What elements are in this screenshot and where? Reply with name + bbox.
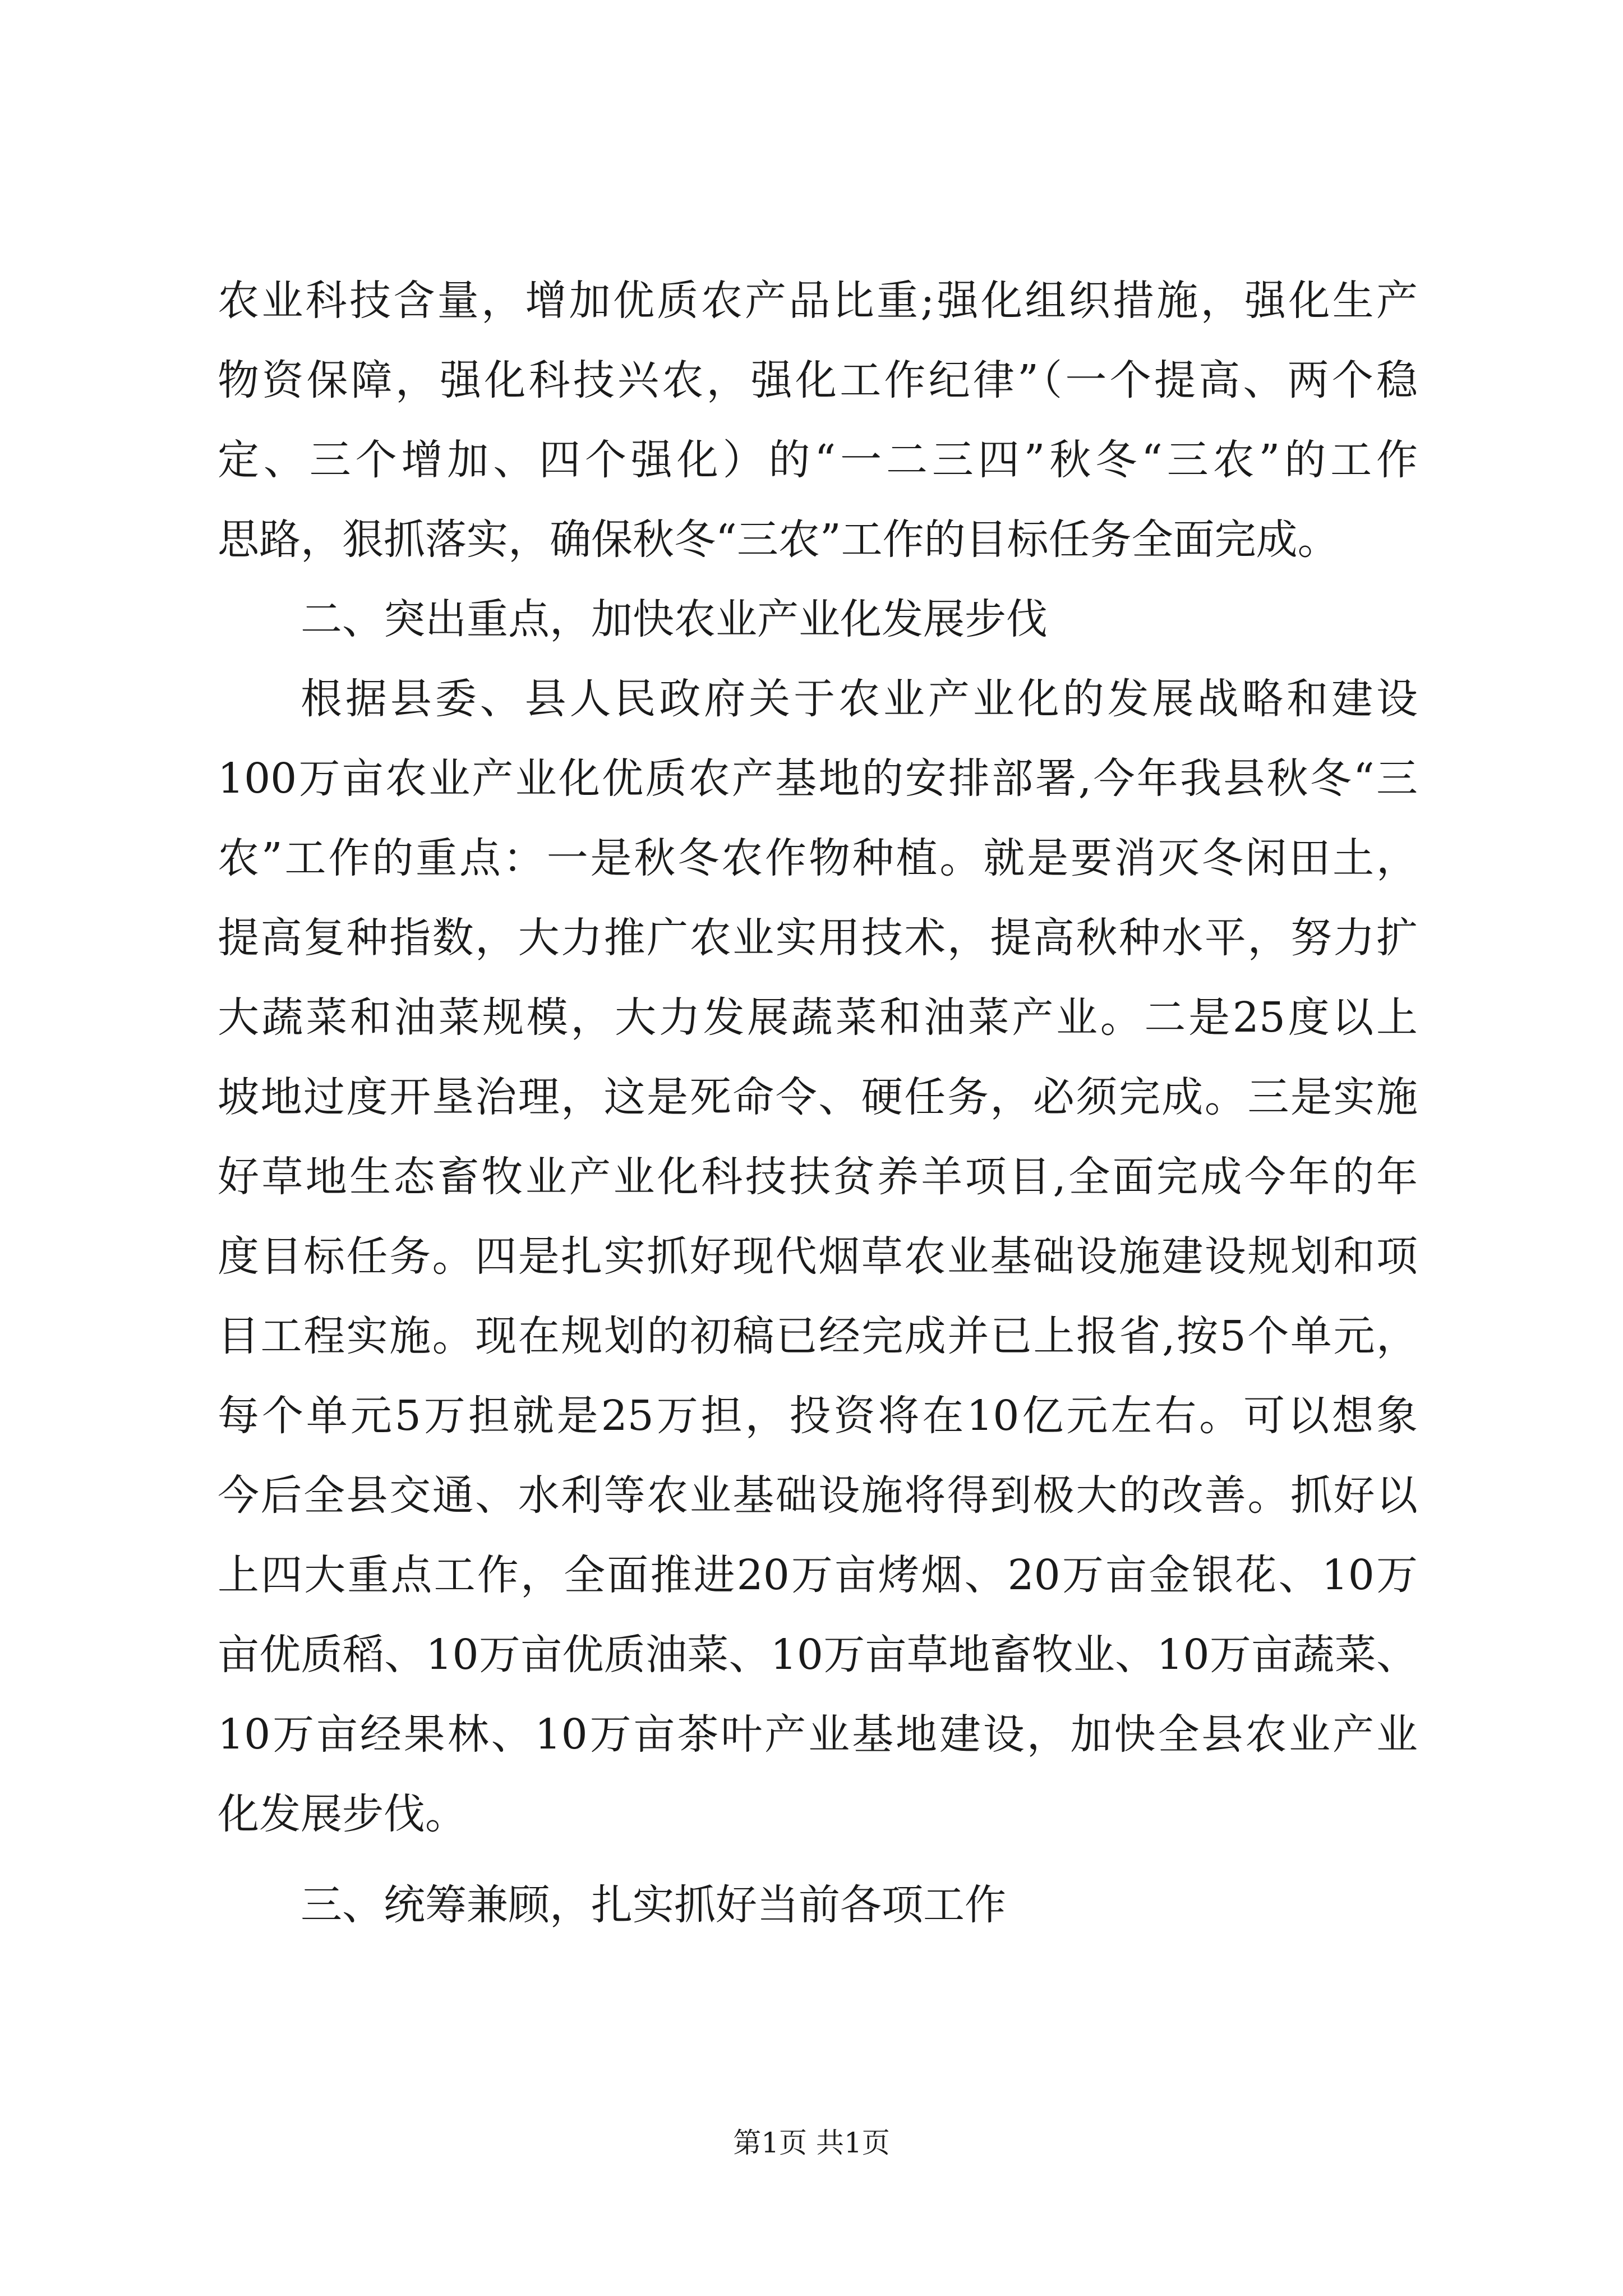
- text-line: 农业科技含量，增加优质农产品比重;强化组织措施，强化生产: [218, 277, 1418, 325]
- text-line: 提高复种指数，大力推广农业实用技术，提高秋种水平，努力扩: [218, 914, 1418, 962]
- page-footer: 第1页 共1页: [733, 2127, 890, 2159]
- text-line: 物资保障，强化科技兴农，强化工作纪律”（一个提高、两个稳: [218, 356, 1418, 404]
- text-line: 思路，狠抓落实，确保秋冬“三农”工作的目标任务全面完成。: [218, 516, 1339, 564]
- text-line: 好草地生态畜牧业产业化科技扶贫养羊项目,全面完成今年的年: [218, 1153, 1418, 1201]
- text-line: 大蔬菜和油菜规模，大力发展蔬菜和油菜产业。二是25度以上: [218, 993, 1418, 1042]
- text-line: 农”工作的重点：一是秋冬农作物种植。就是要消灭冬闲田土，: [218, 834, 1418, 882]
- section-heading: 三、统筹兼顾，扎实抓好当前各项工作: [301, 1881, 1006, 1929]
- text-line: 定、三个增加、四个强化）的“一二三四”秋冬“三农”的工作: [218, 436, 1418, 484]
- text-line: 亩优质稻、10万亩优质油菜、10万亩草地畜牧业、10万亩蔬菜、: [218, 1631, 1418, 1679]
- text-line: 100万亩农业产业化优质农产基地的安排部署,今年我县秋冬“三: [218, 754, 1418, 803]
- text-line: 10万亩经果林、10万亩茶叶产业基地建设，加快全县农业产业: [218, 1710, 1418, 1759]
- text-line: 上四大重点工作，全面推进20万亩烤烟、20万亩金银花、10万: [218, 1551, 1418, 1599]
- section-heading: 二、突出重点，加快农业产业化发展步伐: [301, 595, 1048, 643]
- text-line: 目工程实施。现在规划的初稿已经完成并已上报省,按5个单元，: [218, 1312, 1418, 1360]
- text-line: 度目标任务。四是扎实抓好现代烟草农业基础设施建设规划和项: [218, 1232, 1418, 1281]
- document-body: [218, 261, 1418, 1945]
- text-line: 今后全县交通、水利等农业基础设施将得到极大的改善。抓好以: [218, 1471, 1418, 1520]
- text-line: 化发展步伐。: [218, 1790, 467, 1838]
- text-line: 坡地过度开垦治理，这是死命令、硬任务，必须完成。三是实施: [218, 1073, 1418, 1121]
- text-line: 根据县委、县人民政府关于农业产业化的发展战略和建设: [301, 675, 1418, 723]
- text-line: 每个单元5万担就是25万担，投资将在10亿元左右。可以想象: [218, 1392, 1418, 1440]
